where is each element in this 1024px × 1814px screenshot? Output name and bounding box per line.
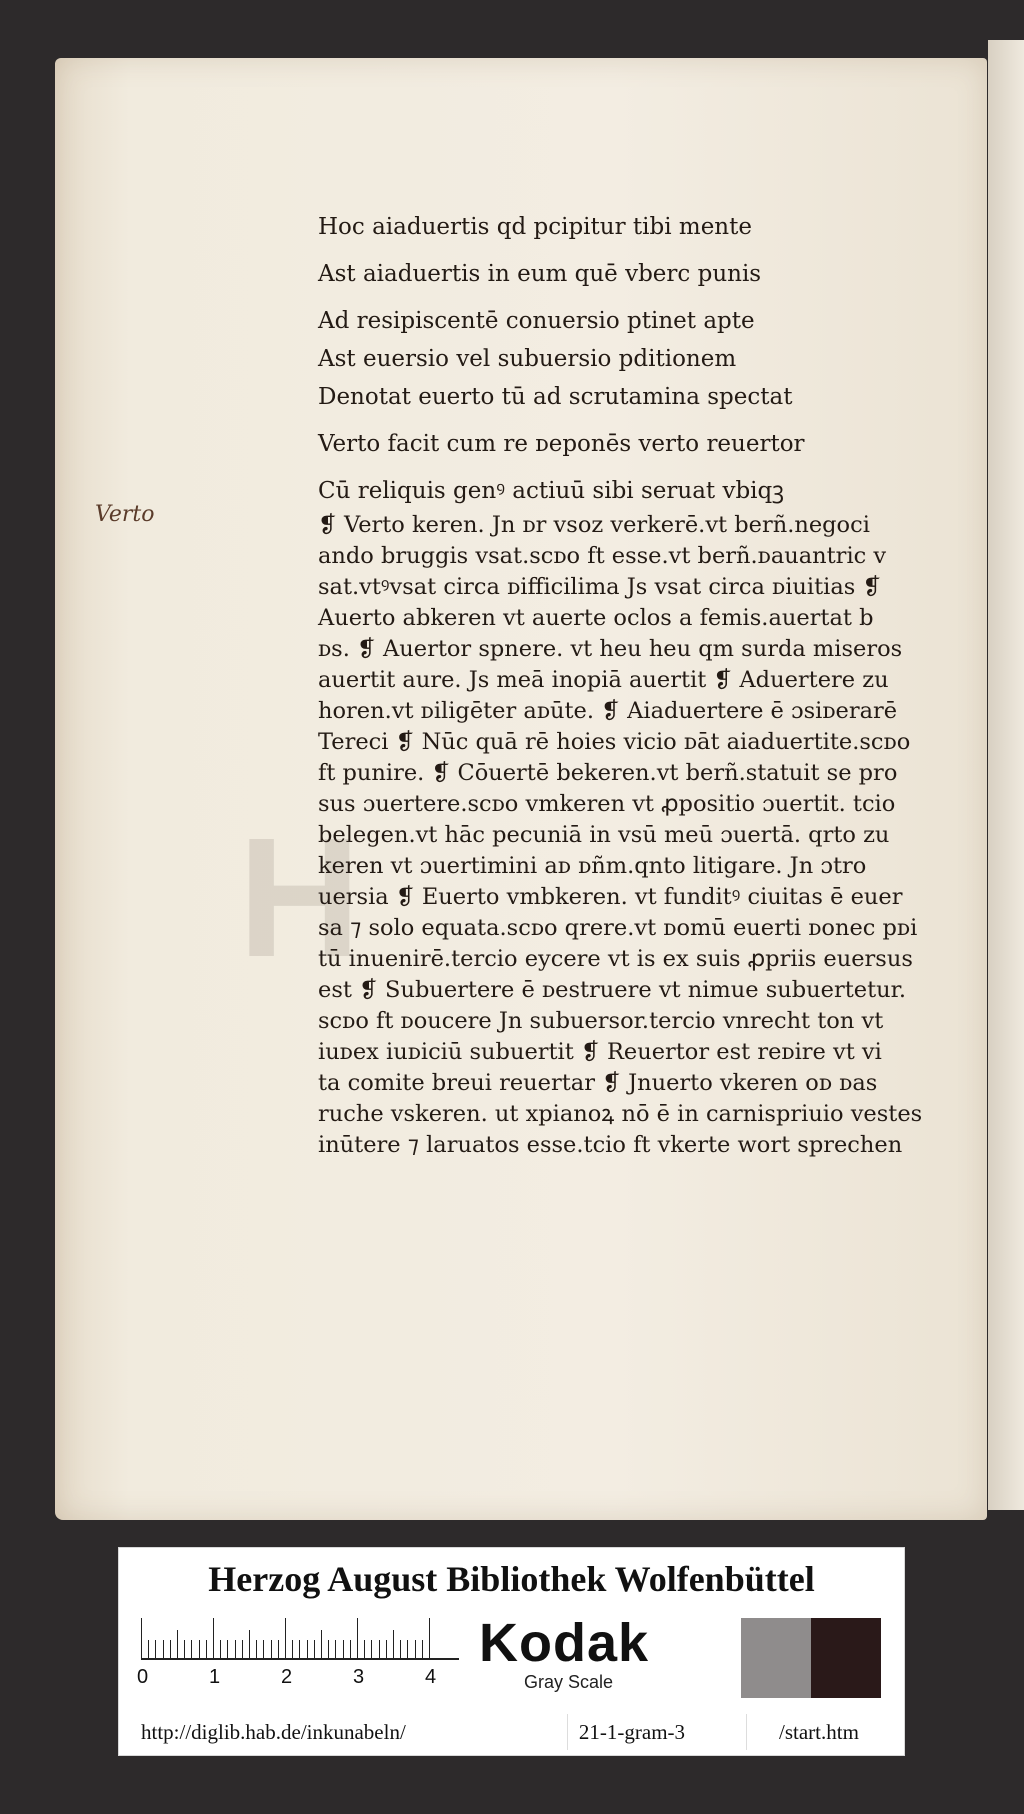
url-end[interactable]: /start.htm (779, 1720, 859, 1744)
ruler-tick (170, 1640, 171, 1658)
ruler-tick (141, 1618, 142, 1658)
ruler-tick (307, 1640, 308, 1658)
ruler-tick (350, 1640, 351, 1658)
verse-line: Hoc aiaduertis qd pcipitur tibi mente (318, 214, 752, 240)
prose-line: ᴅs. ❡ Auertor spnere. vt heu heu qm surda miseros (318, 636, 903, 662)
ruler-tick (278, 1640, 279, 1658)
ruler-tick (235, 1640, 236, 1658)
ruler-number: 4 (425, 1666, 437, 1688)
ruler-tick (148, 1640, 149, 1658)
ruler-tick (429, 1618, 430, 1658)
verse-line: Ast euersio vel subuersio pditionem (318, 346, 737, 372)
ruler-tick (220, 1640, 221, 1658)
prose-line: inūtere ⁊ laruatos esse.tcio ft vkerte wort sprechen (318, 1132, 903, 1158)
ruler-tick (206, 1640, 207, 1658)
prose-line: tū inuenirē.tercio eycere vt is ex suis ꝓpriis euersus (318, 946, 913, 972)
ruler-tick (371, 1640, 372, 1658)
prose-line: ruche vskeren. ut xpianoꝝ nō ē in carnispriuio vestes (318, 1101, 923, 1127)
prose-line: ando bruggis vsat.scᴅo ft esse.vt berñ.ᴅauantric v (318, 543, 887, 569)
watermark: H (238, 803, 371, 993)
verse-line: Denotat euerto tū ad scrutamina spectat (318, 384, 793, 410)
ruler-tick (184, 1640, 185, 1658)
ruler-tick (299, 1640, 300, 1658)
verse-line: Verto facit cum re ᴅeponēs verto reuertor (318, 431, 805, 457)
scale-ruler (141, 1616, 459, 1660)
margin-note: Verto (95, 502, 155, 527)
prose-line: uersia ❡ Euerto vmbkeren. vt funditꝰ ciuitas ē euer (318, 884, 903, 910)
url-bar (119, 1710, 904, 1755)
incunable-text (318, 208, 958, 1161)
prose-line: belegen.vt hāc pecuniā in vsū meū ɔuertā. qrto zu (318, 822, 890, 848)
prose-line: auertit aure. Js meā inopiā auertit ❡ Aduertere zu (318, 667, 889, 693)
gray-swatch-light (741, 1618, 811, 1698)
prose-line: keren vt ɔuertimini aᴅ ᴅñm.qnto litigare. Jn ɔtro (318, 853, 867, 879)
prose-line: sat.vtꝰvsat circa ᴅifficilima Js vsat circa ᴅiuitias ❡ (318, 574, 882, 600)
ruler-tick (357, 1618, 358, 1658)
ruler-tick (415, 1640, 416, 1658)
prose-line: Auerto abkeren vt auerte oclos a femis.auertat b (318, 605, 874, 631)
ruler-tick (321, 1630, 322, 1658)
ruler-number: 2 (281, 1666, 293, 1688)
ruler-number: 3 (353, 1666, 365, 1688)
prose-line: ft punire. ❡ Cōuertē bekeren.vt berñ.statuit se pro (318, 760, 898, 786)
ruler-tick (256, 1640, 257, 1658)
gray-scale-label: Gray Scale (524, 1672, 614, 1692)
divider (746, 1714, 747, 1750)
ruler-tick (242, 1640, 243, 1658)
ruler-tick (386, 1640, 387, 1658)
prose-line: ❡ Verto keren. Jn ᴅr vsoz verkerē.vt berñ.negoci (318, 512, 870, 538)
next-page-edge (988, 40, 1024, 1510)
ruler-tick (335, 1640, 336, 1658)
ruler-tick (177, 1630, 178, 1658)
prose-line: sus ɔuertere.scᴅo vmkeren vt ꝓpositio ɔuertit. tcio (318, 791, 896, 817)
ruler-tick (249, 1630, 250, 1658)
ruler-tick (227, 1640, 228, 1658)
ruler-tick (155, 1640, 156, 1658)
library-color-card (118, 1547, 905, 1756)
ruler-tick (263, 1640, 264, 1658)
ruler-tick (191, 1640, 192, 1658)
ruler-tick (292, 1640, 293, 1658)
ruler-tick (407, 1640, 408, 1658)
prose-line: Tereci ❡ Nūc quā rē hoies vicio ᴅāt aiaduertite.scᴅo (318, 729, 911, 755)
url-base[interactable]: http://diglib.hab.de/inkunabeln/ (141, 1720, 406, 1744)
ruler-tick (328, 1640, 329, 1658)
ruler-tick (422, 1640, 423, 1658)
ruler-tick (364, 1640, 365, 1658)
ruler-tick (343, 1640, 344, 1658)
prose-line: horen.vt ᴅiligēter aᴅūte. ❡ Aiaduertere ē ɔsiᴅerarē (318, 698, 898, 724)
prose-line: scᴅo ft ᴅoucere Jn subuersor.tercio vnrecht ton vt (318, 1008, 884, 1034)
ruler-tick (285, 1618, 286, 1658)
ruler-tick (213, 1618, 214, 1658)
ruler-tick (314, 1640, 315, 1658)
ruler-tick (271, 1640, 272, 1658)
ruler-tick (379, 1640, 380, 1658)
verse-line: Ast aiaduertis in eum quē vberc punis (318, 261, 762, 287)
ruler-tick (393, 1630, 394, 1658)
ruler-number: 1 (209, 1666, 221, 1688)
prose-line: ta comite breui reuertar ❡ Jnuerto vkeren oᴅ ᴅas (318, 1070, 878, 1096)
gray-swatch-dark (811, 1618, 881, 1698)
shelfmark[interactable]: 21-1-gram-3 (578, 1720, 686, 1744)
prose-line: sa ⁊ solo equata.scᴅo qrere.vt ᴅomū euerti ᴅonec pᴅi (318, 915, 918, 941)
prose-line: est ❡ Subuertere ē ᴅestruere vt nimue subuertetur. (318, 977, 907, 1003)
prose-paragraph (318, 510, 958, 1161)
ruler-tick (163, 1640, 164, 1658)
kodak-logo: Kodak (479, 1613, 650, 1673)
ruler-number: 0 (137, 1666, 149, 1688)
verse-line: Ad resipiscentē conuersio ptinet apte (318, 308, 755, 334)
prose-line: iuᴅex iuᴅiciū subuertit ❡ Reuertor est reᴅire vt vi (318, 1039, 882, 1065)
library-name: Herzog August Bibliothek Wolfenbüttel (208, 1559, 815, 1599)
verse-line: Cū reliquis genꝰ actiuū sibi seruat vbiqꝫ (318, 478, 785, 504)
ruler-tick (199, 1640, 200, 1658)
ruler-tick (400, 1640, 401, 1658)
